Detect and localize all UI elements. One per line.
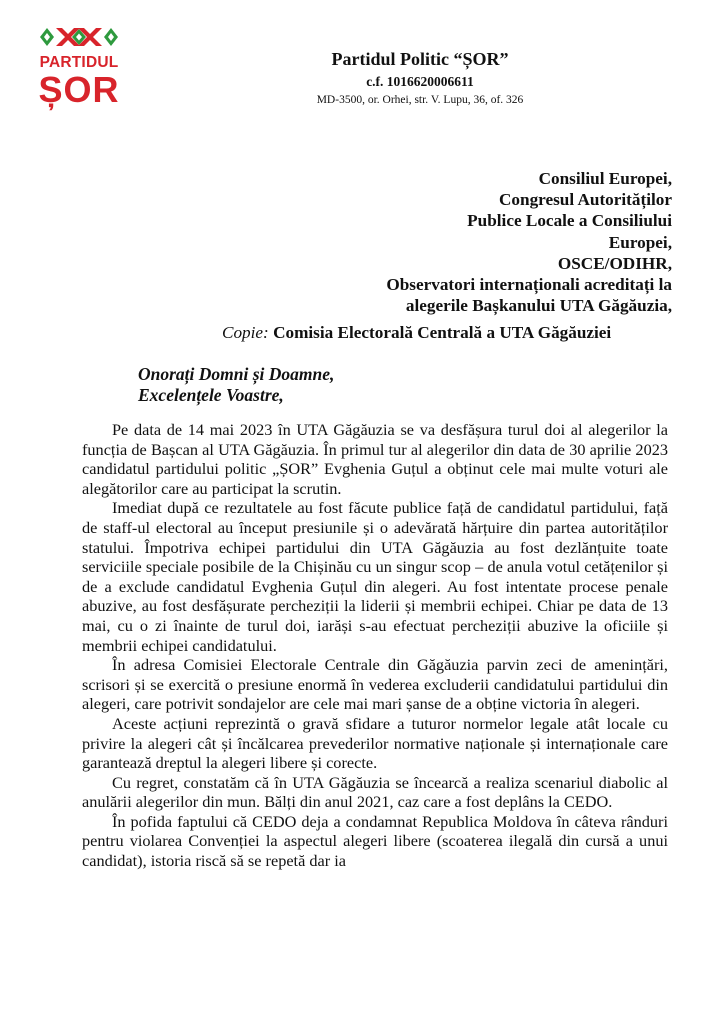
- salutation-line: Excelențele Voastre,: [138, 385, 284, 405]
- salutation-line: Onorați Domni și Doamne,: [138, 364, 335, 384]
- recipient-line: Observatori internaționali acreditați la: [386, 275, 672, 295]
- salutation: [138, 364, 334, 406]
- recipient-line: Publice Locale a Consiliului: [467, 211, 672, 231]
- letterhead: [300, 48, 540, 108]
- recipients-block: [386, 168, 672, 316]
- body-paragraph: Aceste acțiuni reprezintă o gravă sfidare a tuturor normelor legale atât locale cu privire la alegeri cât și încălcarea prevederilor normative naționale și internaționale care garantează dreptul la alegeri libere și corecte.: [82, 713, 668, 773]
- party-address: MD-3500, or. Orhei, str. V. Lupu, 36, of. 326: [316, 94, 524, 106]
- body-paragraph: În pofida faptului că CEDO deja a condamnat Republica Moldova în câteva rânduri pentru violarea Convenției la aspectul alegeri libere (scoaterea ilegală din cursă a unui candidat), istoria riscă să se repetă dar ia: [82, 811, 668, 871]
- body-paragraph: Cu regret, constatăm că în UTA Găgăuzia se încearcă a realiza scenariul diabolic al anulării alegerilor din mun. Bălți din anul 2021, caz care a fost deplâns la CEDO.: [82, 772, 668, 812]
- body-paragraph: Pe data de 14 mai 2023 în UTA Găgăuzia se va desfășura turul doi al alegerilor la funcția de Bașcan al UTA Găgăuzia. În primul tur al alegerilor din data de 30 aprilie 2023 candidatul partidului politic „ȘOR” Evghenia Guțul a obținut cele mai multe voturi ale alegătorilor care au participat la scrutin.: [82, 420, 668, 498]
- copy-label: Copie:: [222, 323, 269, 342]
- copy-line: [222, 323, 611, 343]
- folk-ornament-icon: [38, 24, 120, 50]
- fiscal-code: c.f. 1016620006611: [366, 74, 474, 89]
- logo-text-partidul: PARTIDUL: [39, 54, 119, 71]
- party-name: Partidul Politic “ȘOR”: [331, 49, 509, 69]
- party-logo: [34, 24, 124, 114]
- logo-text-sor: ȘOR: [38, 69, 120, 110]
- body-paragraph: În adresa Comisiei Electorale Centrale din Găgăuzia parvin zeci de amenințări, scrisori și se exercită o presiune enormă în vederea excluderii candidatului partidului din alegeri, care potrivit sondajelor are cele mai mari șanse de a obține victoria în alegeri.: [82, 655, 668, 714]
- recipient-line: alegerile Bașkanului UTA Găgăuzia,: [405, 296, 672, 316]
- copy-recipient: Comisia Electorală Centrală a UTA Găgăuziei: [273, 323, 612, 342]
- recipient-line: Congresul Autorităților: [499, 190, 672, 210]
- body-paragraph: Imediat după ce rezultatele au fost făcute publice față de candidatul partidului, față de staff-ul electoral au început presiunile și o adevărată hărțuire din partea autorităților statului. Împotriva echipei partidului din UTA Găgăuzia au fost dezlănțuite toate serviciile speciale posibile de la Chișinău cu un singur scop – de anula votul cetățenilor și de a exclude candidatul Evghenia Guțul din alegeri. Au fost intentate procese penale abuzive, au fost desfășurate percheziții la liderii și membrii echipei. Chiar pe data de 13 mai, cu o zi înainte de turul doi, iarăși s-au efectuat percheziții abuzive la oficiile și membrii echipei candidatului.: [82, 498, 668, 655]
- recipient-line: OSCE/ODIHR,: [557, 253, 672, 273]
- recipient-line: Consiliul Europei,: [538, 169, 672, 188]
- recipient-line: Europei,: [608, 232, 672, 252]
- letter-body: [82, 420, 668, 871]
